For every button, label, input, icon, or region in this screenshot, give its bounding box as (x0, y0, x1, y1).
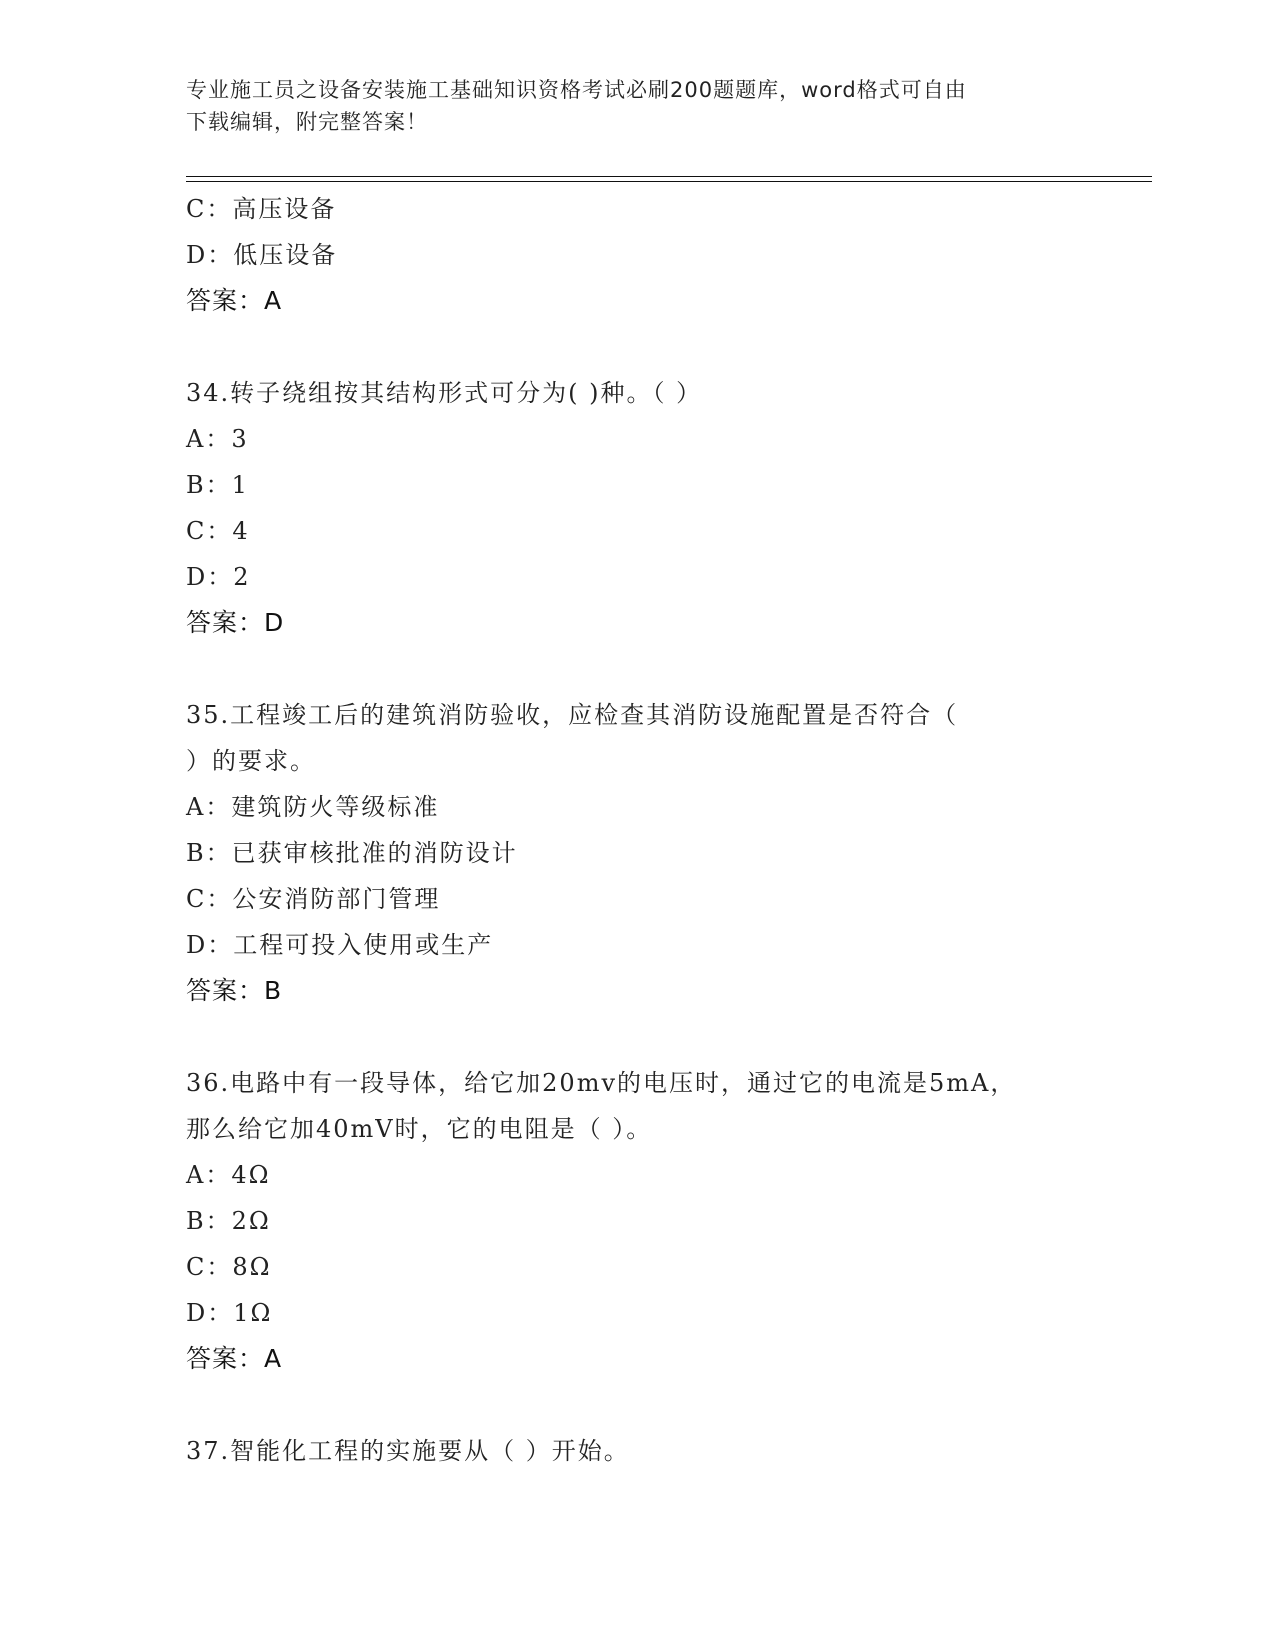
option-b: B：已获审核批准的消防设计 (186, 839, 518, 867)
option-a: A：建筑防火等级标准 (186, 793, 440, 821)
question-stem-line-1: 36.电路中有一段导体，给它加20mv的电压时，通过它的电流是5mA， (186, 1069, 1017, 1097)
option-b: B：2Ω (186, 1207, 271, 1235)
question-36 (186, 1060, 1086, 1382)
option-d: D：2 (186, 563, 251, 591)
question-list (186, 186, 1086, 1474)
header-divider-top (186, 176, 1152, 177)
header-title-line-2: 下载编辑，附完整答案！ (186, 110, 428, 134)
question-stem: 34.转子绕组按其结构形式可分为( )种。（ ） (186, 379, 703, 407)
option-d: D：低压设备 (186, 241, 338, 269)
header-divider-bottom (186, 181, 1152, 182)
question-stem-line-1: 35.工程竣工后的建筑消防验收，应检查其消防设施配置是否符合（ (186, 701, 959, 729)
option-c: C：8Ω (186, 1253, 272, 1281)
question-37 (186, 1428, 1086, 1474)
question-stem: 37.智能化工程的实施要从（ ）开始。 (186, 1437, 630, 1465)
question-34 (186, 370, 1086, 646)
option-c: C：公安消防部门管理 (186, 885, 441, 913)
question-stem-line-2: 那么给它加40mV时，它的电阻是（ ）。 (186, 1115, 653, 1143)
option-a: A：3 (186, 425, 249, 453)
option-d: D：工程可投入使用或生产 (186, 931, 494, 959)
header-title-line-1: 专业施工员之设备安装施工基础知识资格考试必刷200题题库，word格式可自由 (186, 78, 967, 102)
option-b: B：1 (186, 471, 249, 499)
option-a: A：4Ω (186, 1161, 271, 1189)
answer-label: 答案：A (186, 286, 283, 315)
option-c: C：高压设备 (186, 195, 337, 223)
question-35 (186, 692, 1086, 1014)
question-stem-line-2: ）的要求。 (186, 747, 316, 775)
option-d: D：1Ω (186, 1299, 273, 1327)
option-c: C：4 (186, 517, 250, 545)
document-header (186, 74, 1076, 138)
answer-label: 答案：A (186, 1344, 283, 1373)
question-33 (186, 186, 1086, 324)
answer-label: 答案：D (186, 608, 285, 637)
answer-label: 答案：B (186, 976, 283, 1005)
